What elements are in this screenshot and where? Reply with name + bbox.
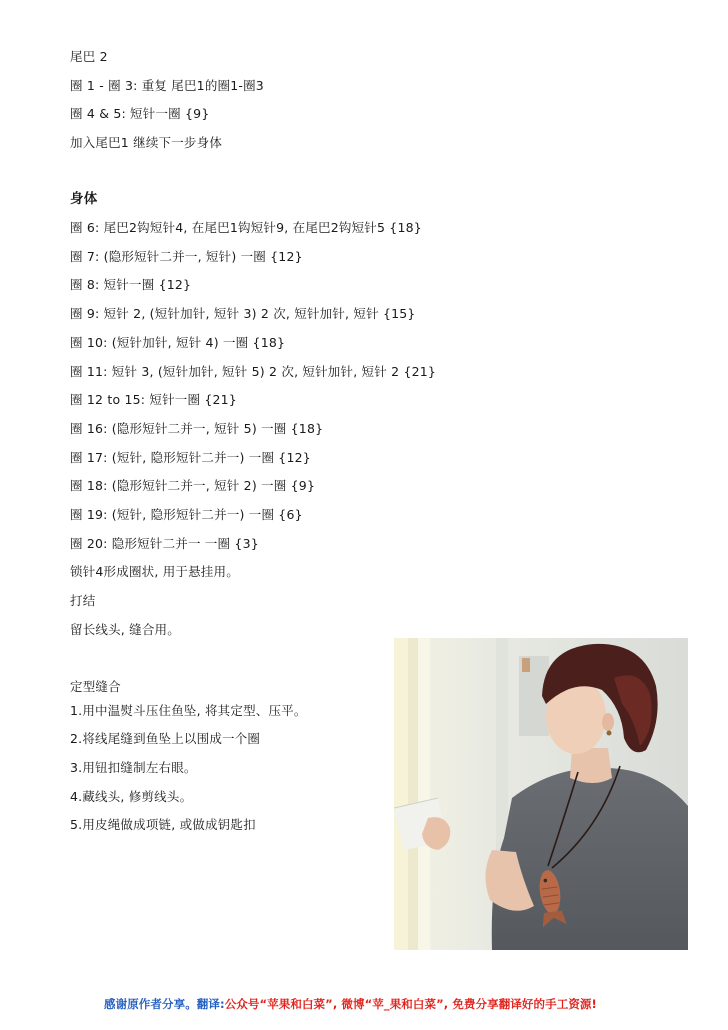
finishing-step: 3.用钮扣缝制左右眼。: [70, 760, 197, 775]
body-line: 圈 7: (隐形短针二并一, 短针) 一圈 {12}: [70, 249, 303, 264]
finishing-step: 5.用皮绳做成项链, 或做成钥匙扣: [70, 817, 256, 832]
footer-translator-info: 公众号“苹果和白菜”, 微博“苹_果和白菜”, 免费分享翻译好的手工资源!: [224, 997, 597, 1011]
tail2-line-3: 加入尾巴1 继续下一步身体: [70, 135, 223, 150]
finishing-step: 1.用中温熨斗压住鱼坠, 将其定型、压平。: [70, 703, 307, 718]
finishing-step: 4.藏线头, 修剪线头。: [70, 789, 193, 804]
body-line: 圈 20: 隐形短针二并一 一圈 {3}: [70, 536, 259, 551]
body-line: 打结: [70, 593, 96, 608]
body-line: 圈 10: (短针加针, 短针 4) 一圈 {18}: [70, 335, 286, 350]
tail2-line-2: 圈 4 & 5: 短针一圈 {9}: [70, 106, 210, 121]
body-line: 圈 19: (短针, 隐形短针二并一) 一圈 {6}: [70, 507, 303, 522]
body-line: 锁针4形成圈状, 用于悬挂用。: [70, 564, 239, 579]
footer-credit: [104, 996, 597, 1012]
model-photo: [394, 638, 688, 950]
body-line: 圈 9: 短针 2, (短针加针, 短针 3) 2 次, 短针加针, 短针 {15}: [70, 306, 416, 321]
finishing-title: 定型缝合: [70, 679, 121, 694]
body-line: 圈 17: (短针, 隐形短针二并一) 一圈 {12}: [70, 450, 311, 465]
body-line: 圈 8: 短针一圈 {12}: [70, 277, 192, 292]
body-line: 圈 11: 短针 3, (短针加针, 短针 5) 2 次, 短针加针, 短针 2 {21}: [70, 364, 437, 379]
body-line: 圈 16: (隐形短针二并一, 短针 5) 一圈 {18}: [70, 421, 324, 436]
finishing-step: 2.将线尾缝到鱼坠上以围成一个圈: [70, 731, 261, 746]
body-title: 身体: [70, 191, 98, 207]
body-line: 留长线头, 缝合用。: [70, 622, 180, 637]
body-line: 圈 12 to 15: 短针一圈 {21}: [70, 392, 237, 407]
tail2-line-1: 圈 1 - 圈 3: 重复 尾巴1的圈1-圈3: [70, 78, 264, 93]
footer-thanks: 感谢原作者分享。翻译:: [104, 997, 225, 1011]
body-line: 圈 6: 尾巴2钩短针4, 在尾巴1钩短针9, 在尾巴2钩短针5 {18}: [70, 220, 422, 235]
tail2-title: 尾巴 2: [70, 49, 108, 64]
body-line: 圈 18: (隐形短针二并一, 短针 2) 一圈 {9}: [70, 478, 316, 493]
